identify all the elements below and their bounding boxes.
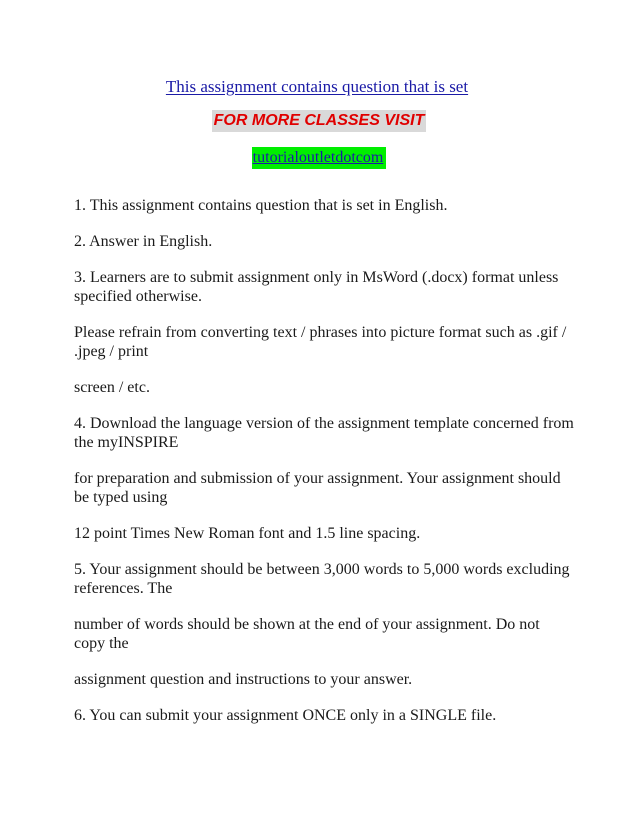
paragraph-6: 4. Download the language version of the assignment template concerned from the myINSPIRE	[74, 415, 574, 451]
paragraph-8: 12 point Times New Roman font and 1.5 line spacing.	[74, 525, 421, 542]
promo-text: FOR MORE CLASSES VISIT	[212, 110, 427, 132]
paragraph-5: screen / etc.	[74, 379, 150, 396]
promo-banner	[0, 110, 638, 132]
paragraph-10: number of words should be shown at the end of your assignment. Do not copy the	[74, 616, 540, 652]
site-link-text[interactable]: tutorialoutletdotcom	[252, 147, 387, 169]
title-link[interactable]	[0, 77, 638, 97]
paragraph-1: 1. This assignment contains question that is set in English.	[74, 197, 448, 214]
title-link-text[interactable]: This assignment contains question that is set	[165, 77, 469, 96]
paragraph-3: 3. Learners are to submit assignment only in MsWord (.docx) format unless specified otherwise.	[74, 269, 559, 305]
paragraph-2: 2. Answer in English.	[74, 233, 213, 250]
paragraph-12: 6. You can submit your assignment ONCE only in a SINGLE file.	[74, 707, 497, 724]
paragraph-9: 5. Your assignment should be between 3,000 words to 5,000 words excluding references. The	[74, 561, 570, 597]
paragraph-11: assignment question and instructions to your answer.	[74, 671, 413, 688]
site-link[interactable]	[0, 147, 638, 169]
paragraph-4: Please refrain from converting text / phrases into picture format such as .gif / .jpeg / print	[74, 324, 567, 360]
paragraph-7: for preparation and submission of your assignment. Your assignment should be typed using	[74, 470, 561, 506]
